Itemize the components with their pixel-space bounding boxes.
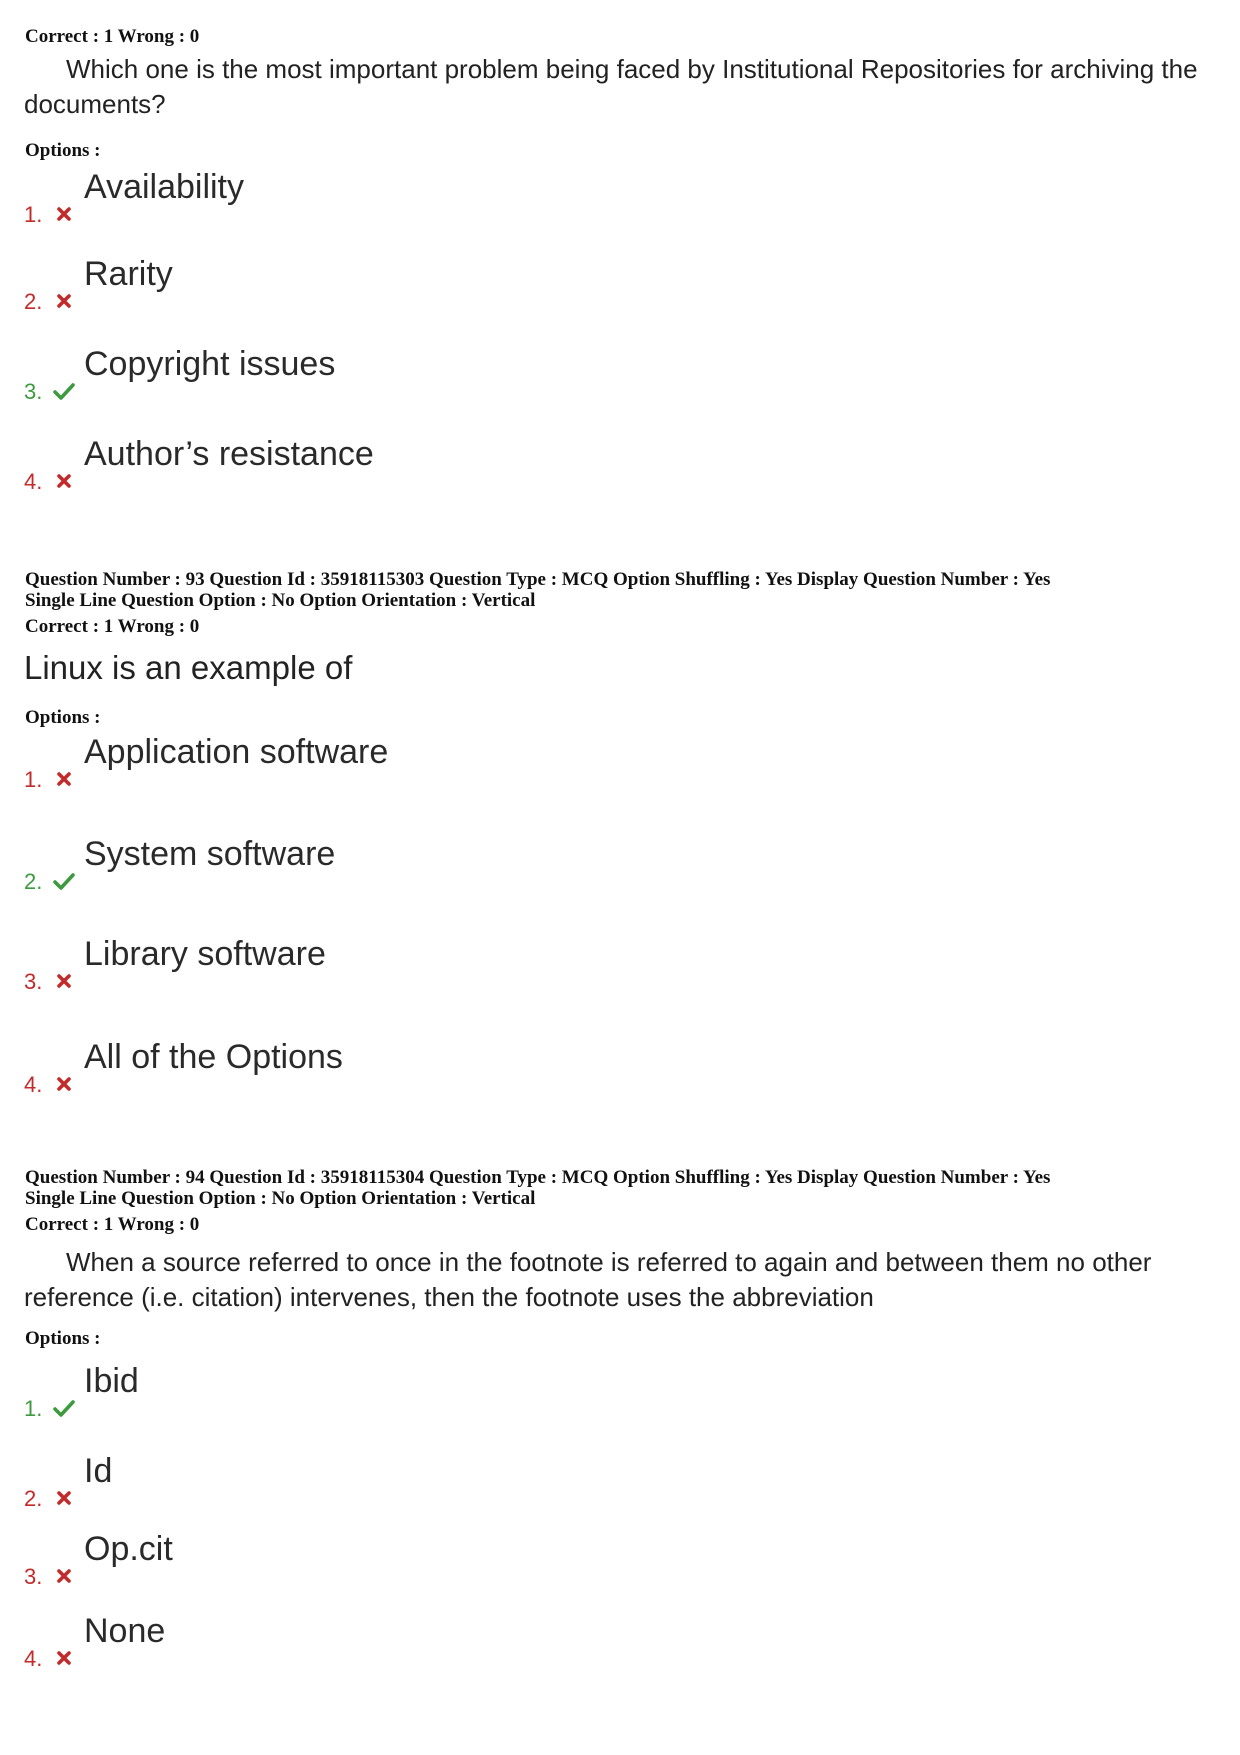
- q94-header-line-2: Single Line Question Option : No Option Orientation : Vertical: [25, 1188, 536, 1209]
- q92-option-2: [24, 255, 724, 315]
- q92-question-body: Which one is the most important problem being faced by Institutional Repositories for archiving the documents?: [24, 54, 1198, 119]
- cross-icon: [52, 1564, 76, 1588]
- cross-icon: [52, 289, 76, 313]
- option-text: Op.cit: [84, 1530, 173, 1568]
- option-number: 4.: [24, 1072, 43, 1097]
- check-icon: [52, 1396, 76, 1420]
- q92-question-text: [24, 52, 1204, 122]
- q93-option-4: [24, 1038, 724, 1098]
- option-text: Rarity: [84, 255, 173, 293]
- q94-question-text: [24, 1245, 1204, 1315]
- check-icon: [52, 379, 76, 403]
- cross-icon: [52, 1646, 76, 1670]
- q94-option-4: [24, 1612, 724, 1672]
- option-number: 2.: [24, 869, 43, 894]
- q92-options-label: Options :: [25, 140, 101, 161]
- option-number: 3.: [24, 969, 43, 994]
- q92-score: Correct : 1 Wrong : 0: [25, 26, 200, 47]
- option-number: 2.: [24, 1486, 43, 1511]
- cross-icon: [52, 767, 76, 791]
- q94-header-line-1: Question Number : 94 Question Id : 35918115304 Question Type : MCQ Option Shuffling : Yes Display Question Number : Yes: [25, 1167, 1051, 1188]
- option-text: Copyright issues: [84, 345, 336, 383]
- q94-option-1: [24, 1362, 724, 1422]
- q93-header-line-2: Single Line Question Option : No Option Orientation : Vertical: [25, 590, 536, 611]
- option-text: None: [84, 1612, 166, 1650]
- option-number: 4.: [24, 469, 43, 494]
- option-text: All of the Options: [84, 1038, 343, 1076]
- check-icon: [52, 869, 76, 893]
- option-text: Application software: [84, 733, 389, 771]
- q94-option-3: [24, 1530, 724, 1590]
- option-number: 2.: [24, 289, 43, 314]
- option-number: 1.: [24, 1396, 43, 1421]
- option-text: Author’s resistance: [84, 435, 374, 473]
- q93-option-2: [24, 835, 724, 895]
- option-text: Library software: [84, 935, 326, 973]
- cross-icon: [52, 469, 76, 493]
- option-text: Ibid: [84, 1362, 139, 1400]
- option-text: Id: [84, 1452, 113, 1490]
- cross-icon: [52, 1072, 76, 1096]
- q94-option-2: [24, 1452, 724, 1512]
- q93-options-label: Options :: [25, 707, 101, 728]
- option-number: 1.: [24, 202, 43, 227]
- q93-header-line-1: Question Number : 93 Question Id : 35918115303 Question Type : MCQ Option Shuffling : Yes Display Question Number : Yes: [25, 569, 1051, 590]
- cross-icon: [52, 969, 76, 993]
- q92-option-3: [24, 345, 724, 405]
- q93-question-text: Linux is an example of: [24, 649, 353, 686]
- option-text: Availability: [84, 168, 245, 206]
- option-text: System software: [84, 835, 336, 873]
- q92-option-4: [24, 435, 724, 495]
- q93-score: Correct : 1 Wrong : 0: [25, 616, 200, 637]
- option-number: 3.: [24, 1564, 43, 1589]
- cross-icon: [52, 1486, 76, 1510]
- q92-option-1: [24, 168, 724, 228]
- q94-question-body: When a source referred to once in the footnote is referred to again and between them no other reference (i.e. citation) intervenes, then the footnote uses the abbreviation: [24, 1247, 1152, 1312]
- q93-option-3: [24, 935, 724, 995]
- option-number: 3.: [24, 379, 43, 404]
- q93-option-1: [24, 733, 724, 793]
- q94-score: Correct : 1 Wrong : 0: [25, 1214, 200, 1235]
- cross-icon: [52, 202, 76, 226]
- q94-options-label: Options :: [25, 1328, 101, 1349]
- option-number: 1.: [24, 767, 43, 792]
- option-number: 4.: [24, 1646, 43, 1671]
